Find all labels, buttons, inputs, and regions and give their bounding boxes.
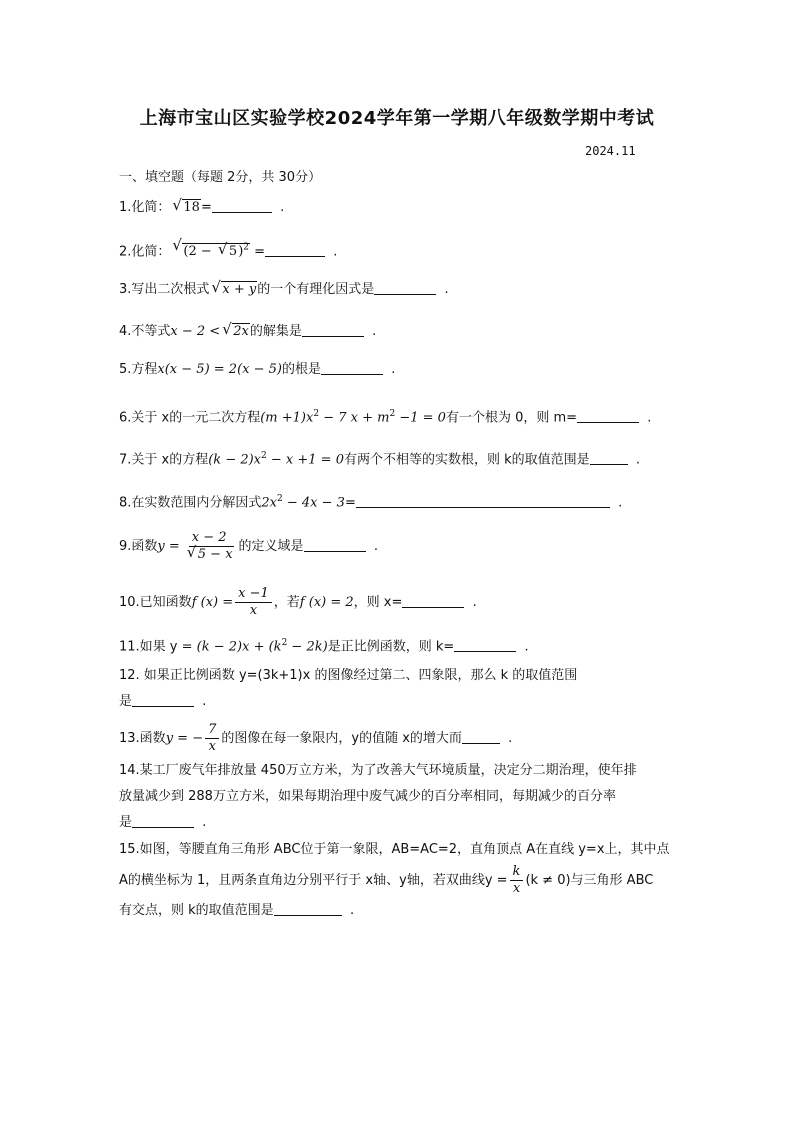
answer-blank-2[interactable] [265,242,325,257]
question-11: 11.如果 $y = (k - 2)x + (k^2 - 2k)$是正比例函数，则 k= . [119,638,529,655]
answer-blank-12[interactable] [132,692,194,707]
question-1: 1.化简：√ 18= . [119,196,284,220]
answer-blank-1[interactable] [212,198,272,213]
question-5: 5.方程x(x − 5) = 2(x − 5)的根是 . [119,362,396,377]
question-3: 3.写出二次根式√ x + y的一个有理化因式是 . [119,278,449,302]
answer-blank-7[interactable] [590,450,628,465]
section-heading: 一、填空题（每题 2分，共 30分） [119,170,322,185]
answer-blank-15[interactable] [274,901,342,916]
sqrt-expression: √ (2 − √ 5)$^2$ [172,236,250,264]
answer-blank-10[interactable] [402,593,464,608]
answer-blank-11[interactable] [454,637,516,652]
question-6: 6.关于 x的一元二次方程$(m +1)x^2 - 7$ $x + m^2 -1 = 0$有一个根为 0，则 m= . [119,409,652,426]
question-2: 2.化简：√ (2 − √ 5)$^2$ = . [119,236,337,264]
answer-blank-4[interactable] [302,322,364,337]
sqrt-18: √ 18 [172,196,201,220]
question-13: 13.函数y = − $\frac{7}{x}$ 的图像在每一象限内，y的值随 x的增大而 . [119,722,513,754]
answer-blank-13[interactable] [462,729,500,744]
question-10: 10.已知函数f (x) = $\frac{x -1}{x}$ ，若f (x) = 2，则 x= . [119,586,477,618]
answer-blank-6[interactable] [577,408,639,423]
exam-title: 上海市宝山区实验学校2024学年第一学期八年级数学期中考试 [139,108,655,129]
answer-blank-9[interactable] [304,537,366,552]
question-14: 14.某工厂废气年排放量 450万立方米，为了改善大气环境质量，决定分二期治理，使年排 放量减少到 288万立方米，如果每期治理中废气减少的百分率相同，每期减少的百分率 是 . [119,763,637,830]
question-15: 15.如图，等腰直角三角形 ABC位于第一象限，AB=AC=2，直角顶点 A在直线 y=x上，其中点 A的横坐标为 1，且两条直角边分别平行于 x轴、y轴，若双曲线y = $\frac{k}{x}$ (k ≠ 0)与三角形 ABC 有交点，则 k的取值范围是 . [119,842,670,918]
answer-blank-3[interactable] [374,280,436,295]
exam-date: 2024.11 [585,144,636,158]
question-4: 4.不等式x − 2 <√ 2x的解集是 . [119,320,376,344]
question-8: 8.在实数范围内分解因式$2x^2 - 4x - 3=$ . [119,494,623,511]
fraction: x − 2 √ 5 − x [182,530,237,563]
answer-blank-5[interactable] [321,360,383,375]
question-12: 12. 如果正比例函数 y=(3k+1)x 的图像经过第二、四象限，那么 k 的取值范围 是 . [119,668,578,709]
question-9: 9.函数y = x − 2 √ 5 − x 的定义域是 . [119,530,378,563]
answer-blank-8[interactable] [356,493,610,508]
question-7: 7.关于 x的方程$(k - 2)x^2 - x +1 = 0$有两个不相等的实数根，则 k的取值范围是 . [119,451,641,468]
answer-blank-14[interactable] [132,813,194,828]
